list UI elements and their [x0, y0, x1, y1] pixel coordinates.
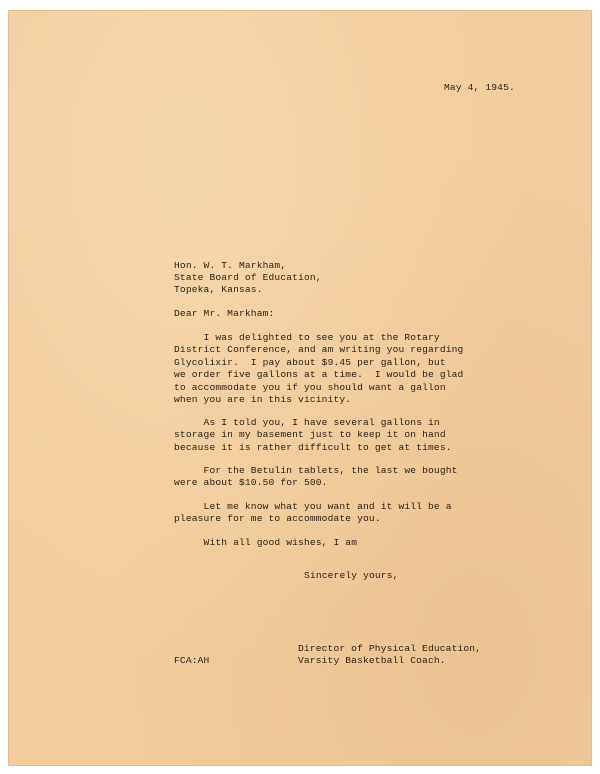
body-line: storage in my basement just to keep it on hand	[174, 429, 446, 441]
recipient-name: Hon. W. T. Markham,	[174, 260, 287, 271]
body-line: to accommodate you if you should want a gallon	[174, 381, 446, 393]
body-paragraph	[174, 417, 452, 454]
recipient-organization: State Board of Education,	[174, 272, 322, 283]
letter-page	[8, 10, 592, 766]
body-line: District Conference, and am writing you regarding	[174, 344, 464, 356]
reference-initials: FCA:AH	[174, 655, 210, 666]
body-paragraph	[174, 537, 357, 549]
body-line: Glycolixir. I pay about $9.45 per gallon, but	[174, 356, 446, 368]
salutation: Dear Mr. Markham:	[174, 308, 275, 319]
body-line: we order five gallons at a time. I would be glad	[174, 369, 464, 381]
body-line: Let me know what you want and it will be a	[174, 501, 452, 512]
body-line: because it is rather difficult to get at times.	[174, 441, 452, 453]
closing: Sincerely yours,	[304, 570, 399, 581]
body-line: I was delighted to see you at the Rotary	[174, 332, 440, 343]
letter-date: May 4, 1945.	[444, 82, 515, 93]
body-line: were about $10.50 for 500.	[174, 477, 328, 489]
body-line: With all good wishes, I am	[174, 537, 358, 548]
signer-subtitle: Varsity Basketball Coach.	[298, 655, 446, 666]
body-paragraph	[174, 465, 458, 490]
body-line: As I told you, I have several gallons in	[174, 417, 440, 428]
body-line: when you are in this vicinity.	[174, 394, 352, 406]
body-paragraph	[174, 501, 452, 526]
body-paragraph	[174, 332, 463, 406]
signer-title: Director of Physical Education,	[298, 643, 482, 654]
body-line: For the Betulin tablets, the last we bought	[174, 465, 458, 476]
body-line: pleasure for me to accommodate you.	[174, 513, 381, 525]
recipient-city: Topeka, Kansas.	[174, 284, 263, 295]
